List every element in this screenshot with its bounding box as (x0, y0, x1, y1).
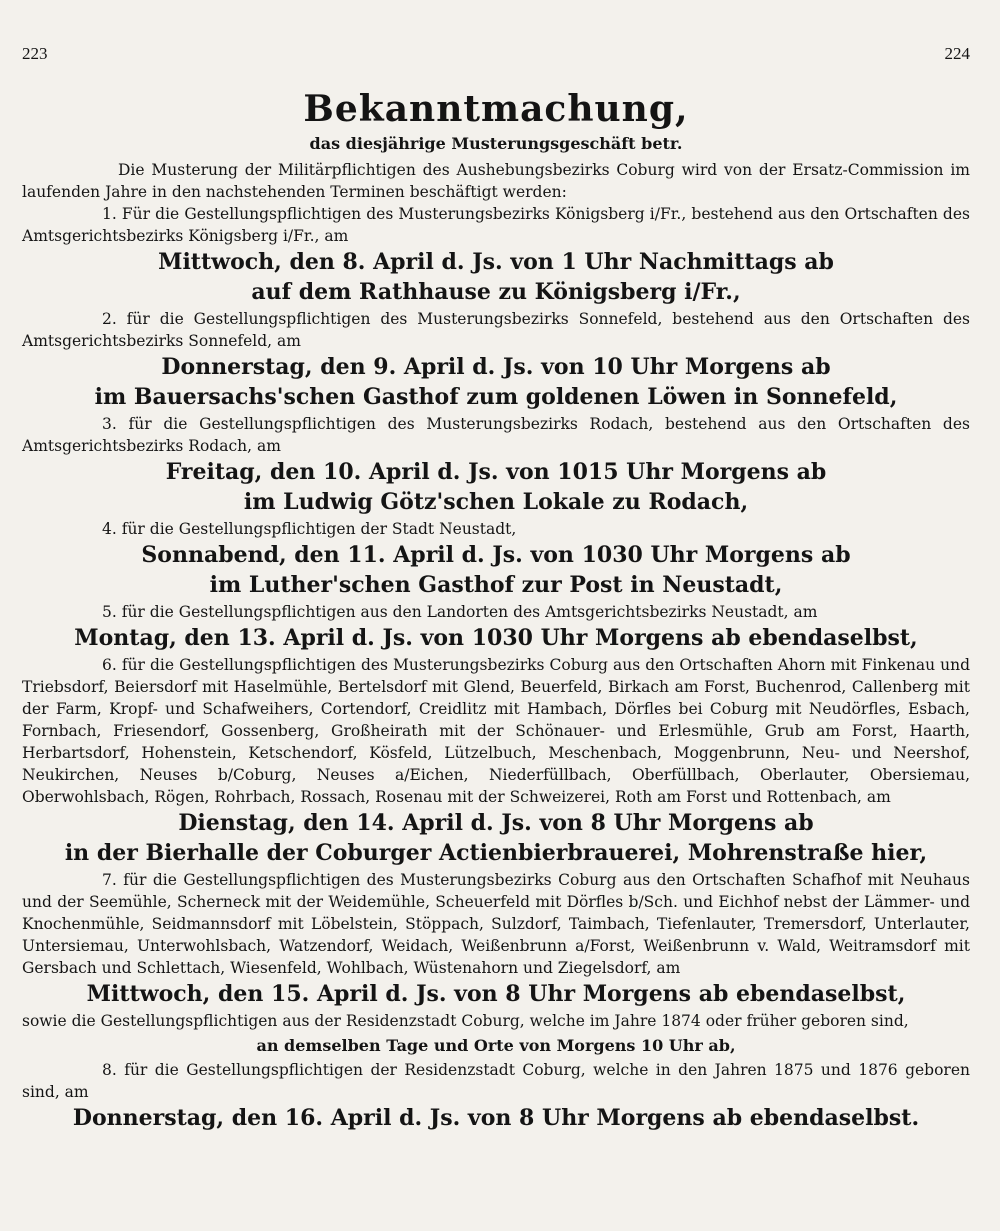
item-3-text: 3. für die Gestellungspflichtigen des Musterungsbezirks Rodach, bestehend aus den Ortschaften des Amtsgerichtsbezirks Rodach, am (22, 415, 970, 455)
item-2-date: Donnerstag, den 9. April d. Js. von 10 Uhr Morgens ab (161, 354, 831, 380)
item-8-text: 8. für die Gestellungspflichtigen der Residenzstadt Coburg, welche in den Jahren 1875 und 1876 geboren sind, am (22, 1061, 970, 1101)
document-page (22, 40, 970, 1134)
item-6-text: 6. für die Gestellungspflichtigen des Musterungsbezirks Coburg aus den Ortschaften Ahorn mit Finkenau und Triebsdorf, Beiersdorf mit Haselmühle, Bertelsdorf mit Glend, Beuerfeld, Birkach am Forst, Buchenrod, Callenberg mit der Farm, Kropf- und Schafweihers, Cortendorf, Creidlitz mit Hambach, Dörfles bei Coburg mit Neudörfles, Esbach, Fornbach, Friesendorf, Gossenberg, Großheirath mit der Schönauer- und Erlesmühle, Grub am Forst, Haarth, Herbartsdorf, Hohenstein, Ketschendorf, Kösfeld, Lützelbuch, Meschenbach, Moggenbrunn, Neu- und Neershof, Neukirchen, Neuses b/Coburg, Neuses a/Eichen, Niederfüllbach, Oberfüllbach, Oberlauter, Obersiemau, Oberwohlsbach, Rögen, Rohrbach, Rossach, Rosenau mit der Schweizerei, Roth am Forst und Rottenbach, am (22, 656, 970, 806)
item-3-date: Freitag, den 10. April d. Js. von 1015 Uhr Morgens ab (165, 459, 827, 485)
item-7-same-day: an demselben Tage und Orte von Morgens 10 Uhr ab, (256, 1036, 736, 1055)
item-1-text: 1. Für die Gestellungspflichtigen des Musterungsbezirks Königsberg i/Fr., bestehend aus den Ortschaften des Amtsgerichtsbezirks Königsberg i/Fr., am (22, 205, 970, 245)
item-5-date: Montag, den 13. April d. Js. von 1030 Uhr Morgens ab ebendaselbst, (74, 625, 918, 651)
item-8-date: Donnerstag, den 16. April d. Js. von 8 Uhr Morgens ab ebendaselbst. (72, 1105, 920, 1131)
page-subtitle: das diesjährige Musterungsgeschäft betr. (309, 134, 683, 153)
page-title: Bekanntmachung, (303, 88, 689, 130)
item-4-date: Sonnabend, den 11. April d. Js. von 1030 Uhr Morgens ab (141, 542, 851, 568)
item-4-place: im Luther'schen Gasthof zur Post in Neustadt, (209, 572, 783, 598)
item-1-place: auf dem Rathhause zu Königsberg i/Fr., (251, 279, 741, 305)
item-5-text: 5. für die Gestellungspflichtigen aus den Landorten des Amtsgerichtsbezirks Neustadt, am (102, 603, 818, 621)
item-6-place: in der Bierhalle der Coburger Actienbierbrauerei, Mohrenstraße hier, (64, 840, 928, 866)
item-7-date: Mittwoch, den 15. April d. Js. von 8 Uhr Morgens ab ebendaselbst, (86, 981, 906, 1007)
item-2-text: 2. für die Gestellungspflichtigen des Musterungsbezirks Sonnefeld, bestehend aus den Ortschaften des Amtsgerichtsbezirks Sonnefeld, am (22, 310, 970, 350)
item-4-text: 4. für die Gestellungspflichtigen der Stadt Neustadt, (102, 520, 517, 538)
page-number-right: 224 (944, 44, 970, 63)
item-7-residenz-text: sowie die Gestellungspflichtigen aus der Residenzstadt Coburg, welche im Jahre 1874 oder früher geboren sind, (22, 1012, 909, 1030)
item-7-text: 7. für die Gestellungspflichtigen des Musterungsbezirks Coburg aus den Ortschaften Schafhof mit Neuhaus und der Seemühle, Scherneck mit der Weidemühle, Scheuerfeld mit Dörfles b/Sch. und Eichhof nebst der Lämmer- und Knochenmühle, Seidmannsdorf mit Löbelstein, Stöppach, Sulzdorf, Taimbach, Tiefenlauter, Tremersdorf, Unterlauter, Untersiemau, Unterwohlsbach, Watzendorf, Weidach, Weißenbrunn a/Forst, Weißenbrunn v. Wald, Weitramsdorf mit Gersbach und Schlettach, Wiesenfeld, Wohlbach, Wüstenahorn und Ziegelsdorf, am (22, 871, 970, 977)
page-number-left: 223 (22, 44, 48, 63)
item-2-place: im Bauersachs'schen Gasthof zum goldenen Löwen in Sonnefeld, (94, 384, 898, 410)
intro-paragraph: Die Musterung der Militärpflichtigen des Aushebungsbezirks Coburg wird von der Ersatz-Commission im laufenden Jahre in den nachstehenden Terminen beschäftigt werden: (22, 161, 970, 201)
item-1-date: Mittwoch, den 8. April d. Js. von 1 Uhr Nachmittags ab (158, 249, 834, 275)
item-6-date: Dienstag, den 14. April d. Js. von 8 Uhr Morgens ab (178, 810, 814, 836)
item-3-place: im Ludwig Götz'schen Lokale zu Rodach, (243, 489, 749, 515)
